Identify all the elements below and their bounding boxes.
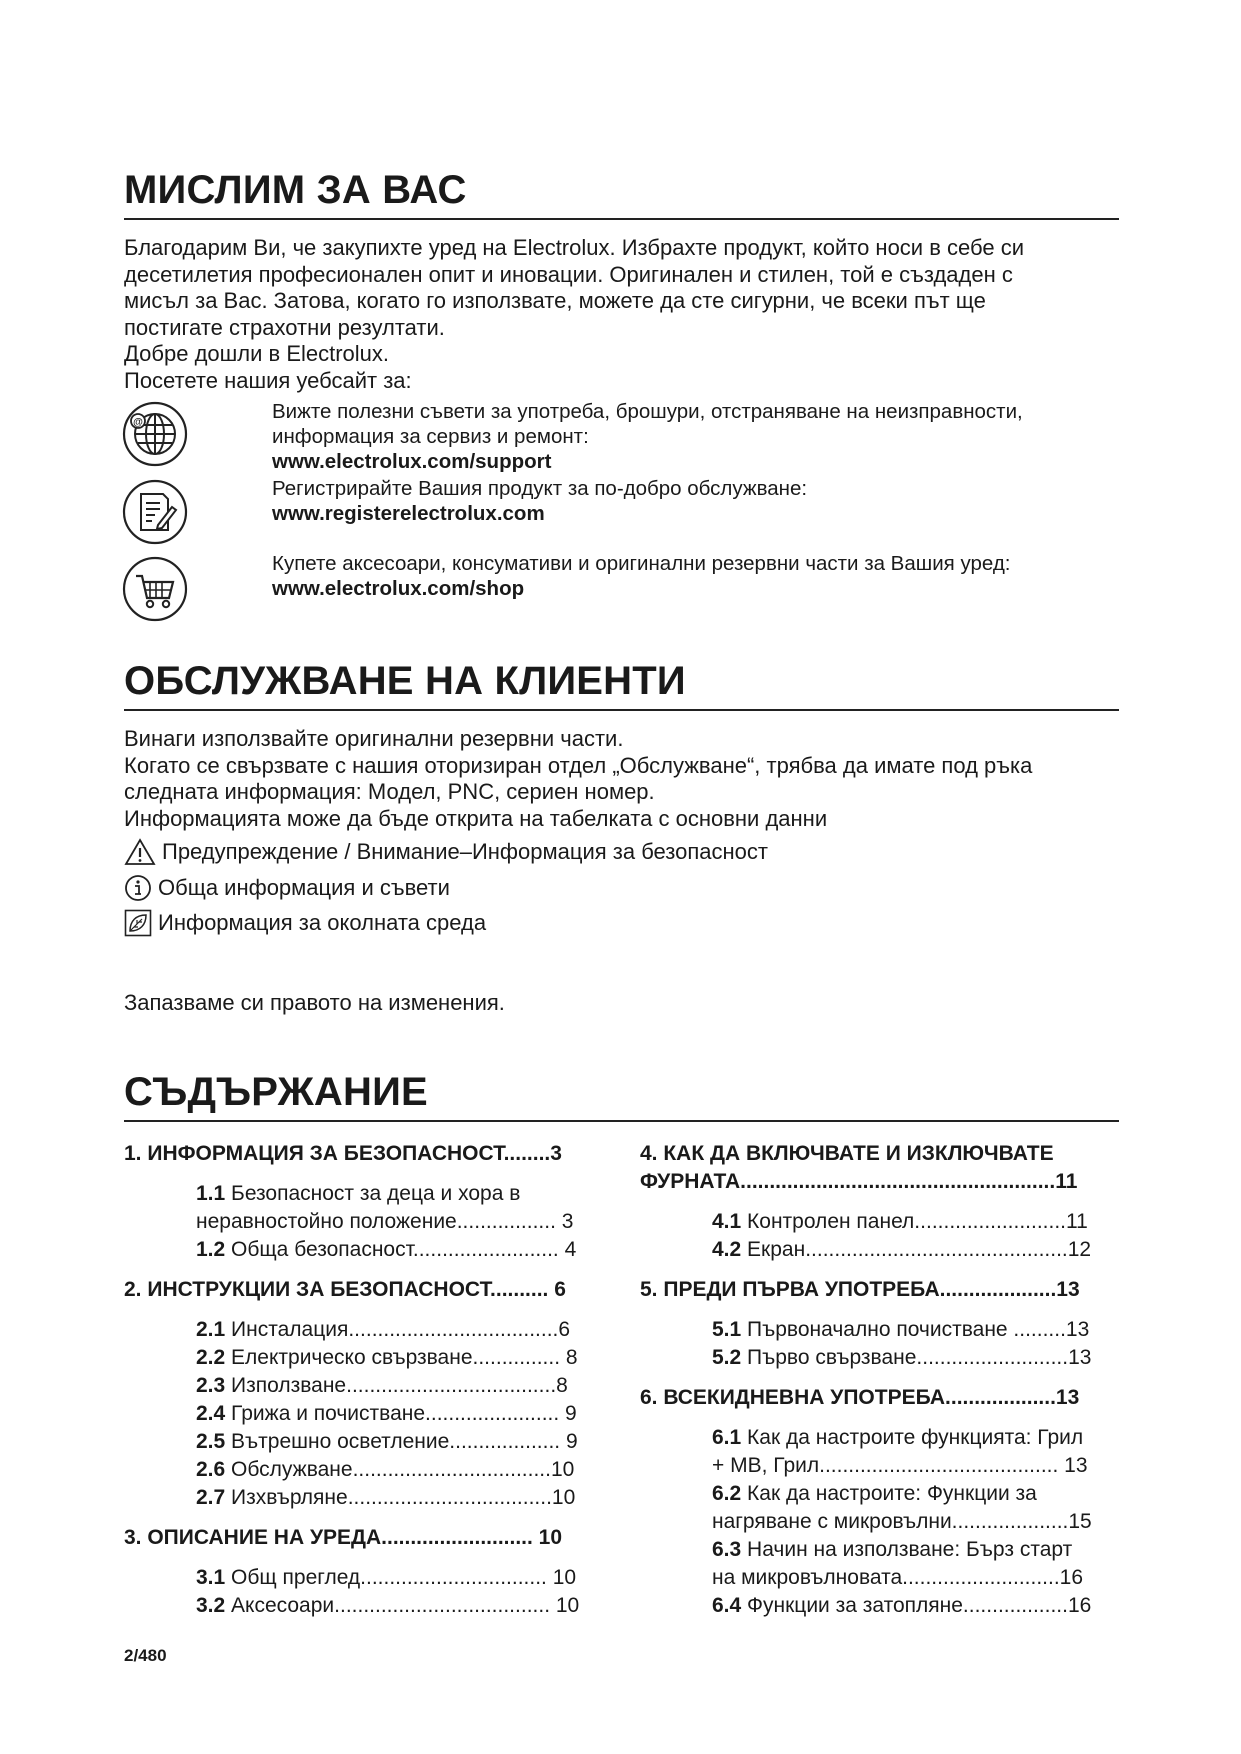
legend-warning <box>124 838 768 866</box>
section-rule <box>124 709 1119 711</box>
toc-item-4-1[interactable] <box>640 1208 1132 1236</box>
toc-item-text: Екран.............................................12 <box>741 1238 1092 1261</box>
service-line: Винаги използвайте оригинални резервни части. <box>124 726 624 751</box>
toc-item-3-1[interactable] <box>124 1564 624 1592</box>
toc-item-number: 2.1 <box>196 1318 226 1341</box>
toc-chapter-3[interactable]: 3. ОПИСАНИЕ НА УРЕДА.......................... 10 <box>124 1526 563 1549</box>
toc-item-number: 2.5 <box>196 1430 226 1453</box>
toc-item-number: 2.3 <box>196 1374 226 1397</box>
toc-chapter-1[interactable]: 1. ИНФОРМАЦИЯ ЗА БЕЗОПАСНОСТ........3 <box>124 1142 562 1165</box>
toc-item-text: Първо свързване..........................13 <box>741 1346 1092 1369</box>
toc-item-text: Аксесоари..................................... 10 <box>225 1594 580 1617</box>
toc-item-6-1[interactable] <box>640 1424 1132 1480</box>
toc-item-text: неравностойно положение................. 3 <box>196 1210 574 1233</box>
changes-note <box>124 990 1124 1017</box>
support-url-link[interactable]: www.electrolux.com/support <box>272 450 552 473</box>
intro-line: Добре дошли в Electrolux. <box>124 341 390 366</box>
register-text: Регистрирайте Вашия продукт за по-добро обслужване: <box>272 477 808 500</box>
toc-item-5-1[interactable] <box>640 1316 1132 1344</box>
toc-item-text: Вътрешно осветление................... 9 <box>225 1430 578 1453</box>
toc-item-text: Контролен панел..........................11 <box>741 1210 1088 1233</box>
toc-item-1-2[interactable] <box>124 1236 624 1264</box>
toc-item-number: 2.4 <box>196 1402 226 1425</box>
toc-item-text: Начин на използване: Бърз старт <box>741 1538 1073 1561</box>
toc-chapter-5[interactable]: 5. ПРЕДИ ПЪРВА УПОТРЕБА....................13 <box>640 1278 1080 1301</box>
register-url-link[interactable]: www.registerelectrolux.com <box>272 502 545 525</box>
toc-item-text: + МВ, Грил......................................... 13 <box>712 1454 1088 1477</box>
shop-link-block <box>272 551 1010 601</box>
toc-item-number: 3.2 <box>196 1594 226 1617</box>
toc-item-6-2[interactable] <box>640 1480 1132 1536</box>
cart-icon <box>122 556 188 622</box>
toc-item-2-1[interactable] <box>124 1316 624 1344</box>
toc-item-text: Обща безопасност......................... 4 <box>225 1238 577 1261</box>
toc-item-text: Инсталация....................................6 <box>225 1318 571 1341</box>
toc-item-4-2[interactable] <box>640 1236 1132 1264</box>
toc-item-5-2[interactable] <box>640 1344 1132 1372</box>
toc-item-text: Общ преглед................................ 10 <box>225 1566 577 1589</box>
toc-chapter-4[interactable] <box>640 1140 1132 1196</box>
service-line: следната информация: Модел, PNC, сериен номер. <box>124 779 655 804</box>
toc-item-6-3[interactable] <box>640 1536 1132 1592</box>
toc-chapter-line: 4. КАК ДА ВКЛЮЧВАТЕ И ИЗКЛЮЧВАТЕ <box>640 1142 1054 1165</box>
toc-item-number: 2.2 <box>196 1346 226 1369</box>
toc-right-column <box>640 1140 1132 1620</box>
service-paragraph <box>124 726 1124 832</box>
section-title-thinking: МИСЛИМ ЗА ВАС <box>124 168 467 212</box>
toc-item-number: 6.3 <box>712 1538 742 1561</box>
support-text: информация за сервиз и ремонт: <box>272 425 589 448</box>
section-rule <box>124 218 1119 220</box>
toc-item-text: Как да настроите: Функции за <box>741 1482 1037 1505</box>
support-link-block <box>272 399 1023 474</box>
intro-line: мисъл за Вас. Затова, когато го използвате, можете да сте сигурни, че всеки път ще <box>124 288 986 313</box>
intro-line: Благодарим Ви, че закупихте уред на Electrolux. Избрахте продукт, който носи в себе си <box>124 235 1024 260</box>
svg-text:@: @ <box>133 417 143 428</box>
toc-item-text: Изхвърляне...................................10 <box>225 1486 576 1509</box>
toc-item-2-3[interactable] <box>124 1372 624 1400</box>
toc-item-text: Обслужване..................................10 <box>225 1458 575 1481</box>
warning-icon <box>124 838 156 866</box>
toc-item-number: 3.1 <box>196 1566 226 1589</box>
toc-item-number: 5.2 <box>712 1346 742 1369</box>
legend-environment <box>124 909 486 937</box>
section-rule <box>124 1120 1119 1122</box>
legend-info <box>124 874 450 902</box>
info-icon <box>124 874 152 902</box>
toc-item-2-5[interactable] <box>124 1428 624 1456</box>
section-title-contents: СЪДЪРЖАНИЕ <box>124 1070 428 1114</box>
register-link-block <box>272 476 807 526</box>
toc-item-2-6[interactable] <box>124 1456 624 1484</box>
legend-environment-text: Информация за околната среда <box>158 910 487 935</box>
intro-paragraph <box>124 235 1124 394</box>
globe-icon <box>122 401 188 467</box>
changes-note-text: Запазваме си правото на изменения. <box>124 990 505 1015</box>
section-title-service: ОБСЛУЖВАНЕ НА КЛИЕНТИ <box>124 659 686 703</box>
toc-item-text: Използване....................................8 <box>225 1374 568 1397</box>
toc-item-text: Безопасност за деца и хора в <box>225 1182 521 1205</box>
support-text: Вижте полезни съвети за употреба, брошури, отстраняване на неизправности, <box>272 400 1023 423</box>
toc-item-number: 6.2 <box>712 1482 742 1505</box>
toc-item-3-2[interactable] <box>124 1592 624 1620</box>
toc-item-number: 1.2 <box>196 1238 226 1261</box>
toc-item-text: Първоначално почистване .........13 <box>741 1318 1090 1341</box>
leaf-icon <box>124 909 152 937</box>
service-line: Когато се свързвате с нашия оторизиран отдел „Обслужване“, трябва да имате под ръка <box>124 752 1033 778</box>
toc-item-text: Как да настроите функцията: Грил <box>741 1426 1084 1449</box>
toc-item-text: Електрическо свързване............... 8 <box>225 1346 578 1369</box>
toc-item-2-4[interactable] <box>124 1400 624 1428</box>
register-icon <box>122 479 188 545</box>
toc-item-1-1[interactable] <box>124 1180 624 1236</box>
toc-chapter-6[interactable]: 6. ВСЕКИДНЕВНА УПОТРЕБА...................13 <box>640 1386 1080 1409</box>
toc-item-2-7[interactable] <box>124 1484 624 1512</box>
page-number: 2/480 <box>124 1646 167 1665</box>
toc-item-text: Грижа и почистване....................... 9 <box>225 1402 577 1425</box>
toc-item-number: 6.4 <box>712 1594 742 1617</box>
service-line: Информацията може да бъде открита на табелката с основни данни <box>124 805 828 831</box>
toc-item-text: Функции за затопляне..................16 <box>741 1594 1092 1617</box>
toc-item-number: 2.6 <box>196 1458 226 1481</box>
toc-item-number: 2.7 <box>196 1486 226 1509</box>
toc-item-number: 5.1 <box>712 1318 742 1341</box>
shop-text: Купете аксесоари, консумативи и оригинални резервни части за Вашия уред: <box>272 552 1011 575</box>
toc-item-number: 4.1 <box>712 1210 742 1233</box>
toc-item-number: 6.1 <box>712 1426 742 1449</box>
intro-line: Посетете нашия уебсайт за: <box>124 367 412 393</box>
toc-item-2-2[interactable] <box>124 1344 624 1372</box>
shop-url-link[interactable]: www.electrolux.com/shop <box>272 577 525 600</box>
toc-left-column <box>124 1140 624 1620</box>
intro-line: постигате страхотни резултати. <box>124 314 445 340</box>
legend-info-text: Обща информация и съвети <box>158 875 450 900</box>
toc-item-6-4[interactable] <box>640 1592 1132 1620</box>
toc-item-text: на микровълновата...........................16 <box>712 1566 1084 1589</box>
toc-item-text: нагряване с микровълни....................15 <box>712 1510 1092 1533</box>
intro-line: десетилетия професионален опит и иновации. Оригинален и стилен, той е създаден с <box>124 261 1013 287</box>
toc-chapter-2[interactable]: 2. ИНСТРУКЦИИ ЗА БЕЗОПАСНОСТ.......... 6 <box>124 1278 566 1301</box>
legend-warning-text: Предупреждение / Внимание–Информация за безопасност <box>162 839 768 864</box>
toc-item-number: 1.1 <box>196 1182 226 1205</box>
toc-item-number: 4.2 <box>712 1238 742 1261</box>
toc-chapter-line: ФУРНАТА......................................................11 <box>640 1170 1078 1193</box>
